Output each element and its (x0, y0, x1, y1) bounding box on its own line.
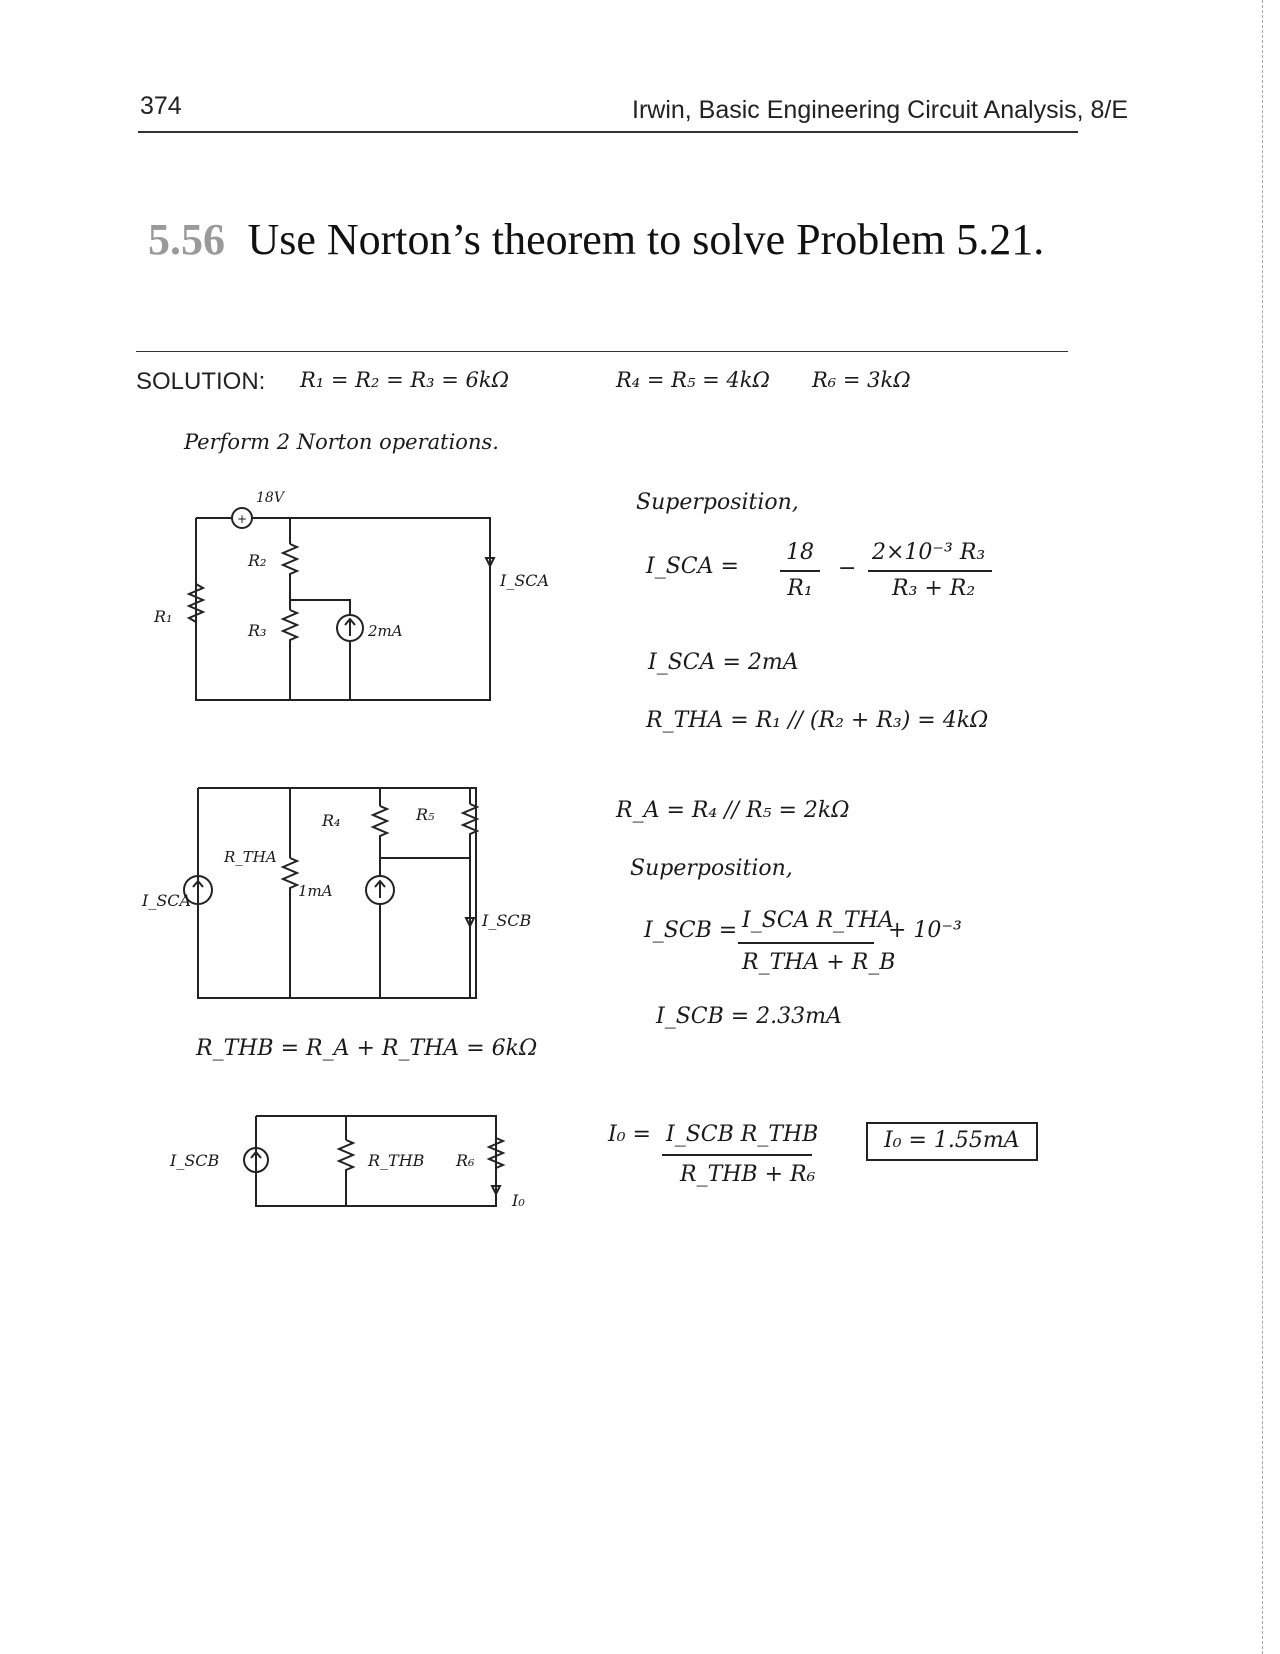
io-num: I_SCB R_THB (666, 1122, 819, 1147)
c3-rthb: R_THB (368, 1151, 425, 1170)
iscb-den: R_THA + R_B (742, 950, 896, 975)
answer-box: I₀ = 1.55mA (866, 1122, 1038, 1161)
circuit-1 (150, 474, 550, 714)
frac4-line (662, 1154, 812, 1156)
iscb-plus: + 10⁻³ (888, 918, 962, 943)
frac1-line (780, 570, 820, 572)
rthb-eq: R_THB = R_A + R_THA = 6kΩ (196, 1036, 538, 1061)
c3-source: I_SCB (170, 1151, 220, 1170)
isca-den1: R₁ (787, 576, 813, 601)
solution-rule (136, 351, 1068, 352)
svg-text:+: + (236, 512, 248, 526)
problem-statement: Use Norton’s theorem to solve Problem 5.21. (247, 215, 1045, 264)
c1-isc: I_SCA (500, 571, 550, 590)
iscb-num: I_SCA R_THA (742, 908, 894, 933)
page-number: 374 (140, 92, 182, 120)
circuit-2 (140, 776, 560, 1012)
book-title: Irwin, Basic Engineering Circuit Analysis, 8/E (632, 96, 1129, 124)
problem-heading (148, 214, 1044, 265)
isca-num1: 18 (786, 540, 814, 565)
c3-io: I₀ (512, 1191, 525, 1210)
rtha-eq: R_THA = R₁ // (R₂ + R₃) = 4kΩ (646, 708, 989, 733)
c2-r4: R₄ (322, 811, 341, 830)
isca-minus: − (838, 556, 857, 581)
iscb-lhs: I_SCB = (644, 918, 738, 943)
c2-source: I_SCA (142, 891, 192, 910)
isca-num2: 2×10⁻³ R₃ (872, 540, 986, 565)
isca-den2: R₃ + R₂ (892, 576, 976, 601)
isca-value: I_SCA = 2mA (648, 650, 799, 675)
c1-current-source: 2mA (368, 622, 403, 640)
c2-rtha: R_THA (224, 848, 277, 866)
c2-r5: R₅ (416, 805, 435, 824)
c1-r3: R₃ (248, 621, 267, 640)
given-r123: R₁ = R₂ = R₃ = 6kΩ (300, 368, 510, 392)
c1-r1: R₁ (154, 607, 173, 626)
c3-r6: R₆ (456, 1151, 475, 1170)
header-rule (138, 131, 1078, 133)
given-r6: R₆ = 3kΩ (812, 368, 911, 392)
isca-lhs: I_SCA = (646, 554, 739, 579)
intro-text: Perform 2 Norton operations. (184, 430, 499, 454)
problem-number: 5.56 (148, 215, 225, 264)
c1-source-label: 18V (256, 490, 284, 506)
c2-current-source: 1mA (298, 882, 333, 900)
frac2-line (868, 570, 992, 572)
solution-label: SOLUTION: (136, 368, 266, 395)
superposition-2: Superposition, (630, 856, 793, 881)
io-den: R_THB + R₆ (680, 1162, 816, 1187)
frac3-line (738, 942, 874, 944)
superposition-1: Superposition, (636, 490, 799, 515)
ra-eq: R_A = R₄ // R₅ = 2kΩ (616, 798, 850, 823)
scan-edge (1262, 0, 1263, 1654)
given-r45: R₄ = R₅ = 4kΩ (616, 368, 770, 392)
circuit-3 (160, 1104, 570, 1220)
c1-r2: R₂ (248, 551, 267, 570)
io-lhs: I₀ = (608, 1122, 651, 1147)
c2-isc: I_SCB (482, 911, 532, 930)
iscb-value: I_SCB = 2.33mA (656, 1004, 842, 1029)
